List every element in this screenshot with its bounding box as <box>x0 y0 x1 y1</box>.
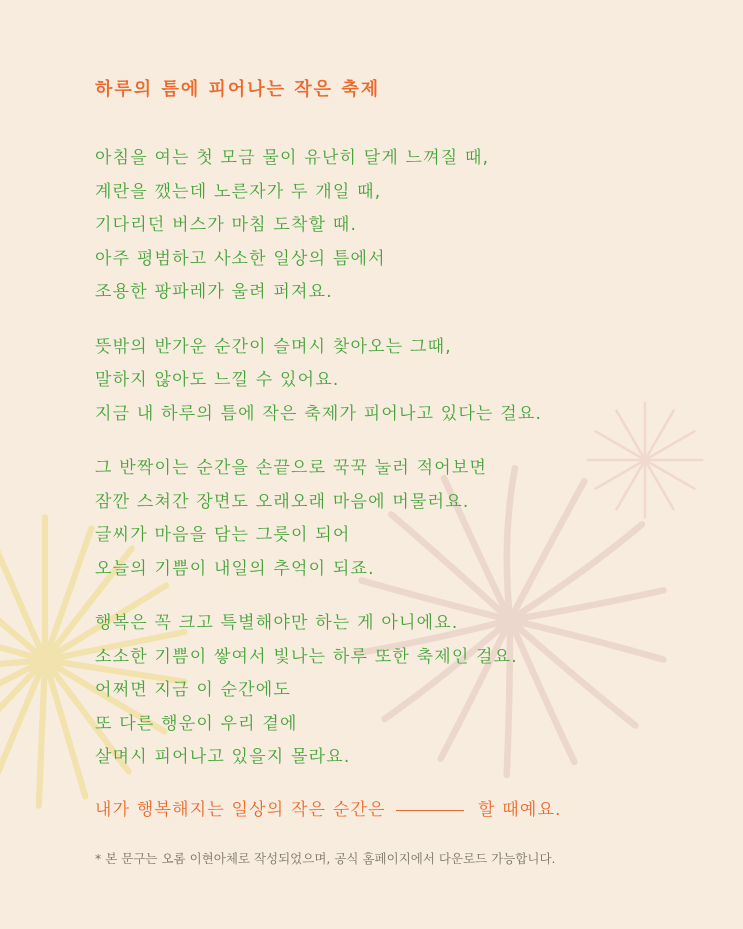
poem-stanza-3 <box>95 452 705 586</box>
poem-line: 아침을 여는 첫 모금 물이 유난히 달게 느껴질 때, <box>95 148 490 168</box>
poem-line: 기다리던 버스가 마침 도착할 때. <box>95 215 358 235</box>
font-note: * 본 문구는 오롬 이현아체로 작성되었으며, 공식 홈페이지에서 다운로드 가능합니다. <box>95 850 556 866</box>
poem-line: 행복은 꼭 크고 특별해야만 하는 게 아니에요. <box>95 613 459 633</box>
poem-line: 오늘의 기쁨이 내일의 추억이 되죠. <box>95 558 375 579</box>
poem-line: 계란을 깼는데 노른자가 두 개일 때, <box>95 181 382 202</box>
closing-before-text: 내가 행복해지는 일상의 작은 순간은 <box>95 799 386 820</box>
poem-line: 글씨가 마음을 담는 그릇이 되어 <box>95 525 351 545</box>
poem-line: 말하지 않아도 느낄 수 있어요. <box>95 370 340 390</box>
closing-after-text: 할 때예요. <box>477 799 562 820</box>
poem-content <box>95 76 705 881</box>
poem-line: 또 다른 행운이 우리 곁에 <box>95 713 298 734</box>
poem-line: 잠깐 스쳐간 장면도 오래오래 마음에 머물러요. <box>95 491 470 512</box>
poem-line: 살며시 피어나고 있을지 몰라요. <box>95 747 351 767</box>
poem-line: 소소한 기쁨이 쌓여서 빛나는 하루 또한 축제인 걸요. <box>95 646 518 667</box>
poem-stanza-2 <box>95 331 705 432</box>
poem-line: 뜻밖의 반가운 순간이 슬며시 찾아오는 그때, <box>95 336 452 357</box>
blank-line <box>396 810 464 811</box>
poem-line: 그 반짝이는 순간을 손끝으로 꾹꾹 눌러 적어보면 <box>95 458 488 478</box>
poem-stanza-4 <box>95 607 705 775</box>
poem-stanza-1 <box>95 142 705 310</box>
poem-line: 지금 내 하루의 틈에 작은 축제가 피어나고 있다는 걸요. <box>95 403 543 424</box>
poem-line: 아주 평범하고 사소한 일상의 틈에서 <box>95 248 386 269</box>
poem-title: 하루의 틈에 피어나는 작은 축제 <box>95 79 381 100</box>
closing-prompt <box>95 796 705 824</box>
poem-line: 어쩌면 지금 이 순간에도 <box>95 680 292 700</box>
poem-line: 조용한 팡파레가 울려 퍼져요. <box>95 282 333 302</box>
